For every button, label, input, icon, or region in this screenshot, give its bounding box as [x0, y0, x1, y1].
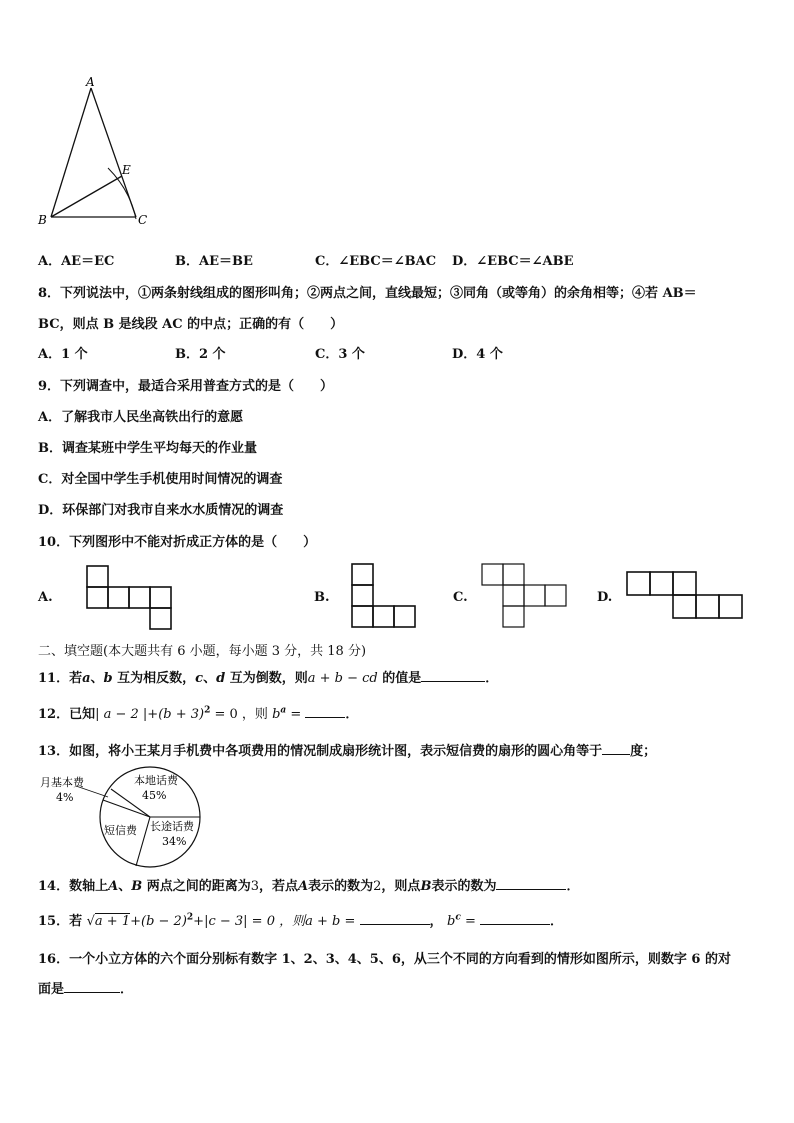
q15-sep: ，	[429, 914, 448, 929]
q12-base-exp: a	[280, 705, 287, 716]
q11-mid1: 互为相反数，	[112, 671, 196, 686]
q11-mid2: 互为倒数，则	[225, 671, 308, 686]
q12-end: ．	[345, 707, 359, 722]
q16-line1: 16．一个小立方体的六个面分别标有数字 1、2、3、4、5、6，从三个不同的方向看到的情形如图所示，则数字 6 的对	[38, 952, 731, 967]
q12-eq: = 0 ，则	[210, 707, 273, 722]
q11-sep2: 、	[203, 671, 217, 686]
q15-pre: 15．若	[38, 914, 87, 929]
q14-num-2: 2	[373, 879, 382, 894]
q11-var-d: d	[216, 671, 226, 686]
q11-expr: a + b − cd	[307, 671, 378, 686]
cube-net-a	[85, 564, 175, 634]
q11-var-b: b	[103, 671, 113, 686]
pie-label-monthly: 月基本费	[40, 776, 84, 789]
q15-exp: 2	[186, 912, 194, 923]
q15: 15．若 $√a + 1+(b - 2)^2+|c - 3| = 0$ ，则a + b = ， $b^c$ = ．	[38, 912, 564, 929]
vertex-c-label: C	[138, 213, 148, 227]
q15-base-exp: c	[455, 912, 461, 923]
q8-option-b: B．2 个	[175, 347, 226, 362]
q11-post: 的值是	[377, 671, 422, 686]
q9-stem: 9．下列调查中，最适合采用普查方式的是（ ）	[38, 379, 334, 394]
q10-stem: 10．下列图形中不能对折成正方体的是（ ）	[38, 535, 317, 550]
q12-pre: 12．已知	[38, 707, 96, 722]
q8-stem-line2: BC，则点 B 是线段 AC 的中点；正确的有（ ）	[38, 317, 344, 332]
q9-option-d: D．环保部门对我市自来水水质情况的调查	[38, 503, 284, 518]
pie-label-sms: 短信费	[104, 824, 137, 837]
q13-end: 度；	[630, 744, 657, 759]
q8-option-a: A．1 个	[38, 347, 88, 362]
q16-end: ．	[120, 982, 134, 997]
q15-sqrt-content: a + 1	[94, 914, 131, 929]
q12-base: b	[272, 707, 281, 722]
cube-net-d	[625, 570, 747, 622]
q15-answer-blank-2[interactable]	[480, 912, 550, 925]
q14-mid4: ，则点	[381, 879, 421, 894]
q12-answer-blank[interactable]	[305, 705, 345, 718]
q9-option-a: A．了解我市人民坐高铁出行的意愿	[38, 410, 244, 425]
q13-stem: 13．如图，将小王某月手机费中各项费用的情况制成扇形统计图，表示短信费的扇形的圆心角等于	[38, 744, 603, 759]
q7-option-c: C．∠EBC＝∠BAC	[315, 254, 437, 269]
q16-line2	[38, 978, 133, 997]
section-2-heading: 二、填空题(本大题共有 6 小题，每小题 3 分，共 18 分)	[38, 644, 367, 659]
q12-eq2: =	[286, 707, 306, 722]
pie-label-long: 长途话费	[150, 820, 194, 833]
q11-answer-blank[interactable]	[421, 669, 485, 682]
q14-mid3: 表示的数为	[308, 879, 374, 894]
pie-label-monthly-pct: 4%	[56, 791, 74, 804]
q7-option-d: D．∠EBC＝∠ABE	[452, 254, 574, 269]
q14-sep: 、	[118, 879, 132, 894]
q11-end: ．	[485, 671, 499, 686]
q14-point-b2: B	[420, 879, 432, 894]
q11-sep1: 、	[90, 671, 104, 686]
q12-expr: | a − 2 |+(b + 3)	[95, 707, 205, 722]
q8-stem-line1: 8．下列说法中，①两条射线组成的图形叫角；②两点之间，直线最短；③同角（或等角）的余角相等；④若 AB＝	[38, 286, 697, 301]
q9-option-b: B．调查某班中学生平均每天的作业量	[38, 441, 257, 456]
q10-label-a: A.	[38, 590, 53, 605]
q14-mid2: ，若点	[259, 879, 299, 894]
q12-exp: 2	[204, 705, 211, 716]
q11-pre: 11．若	[38, 671, 83, 686]
q14-end: ．	[566, 879, 580, 894]
q14-mid5: 表示的数为	[431, 879, 497, 894]
q14-point-a: A	[108, 879, 119, 894]
q13-answer-blank[interactable]	[602, 742, 630, 755]
pie-label-local-pct: 45%	[142, 789, 167, 802]
q14-num-3: 3	[250, 879, 260, 894]
q14-pre: 14．数轴上	[38, 879, 109, 894]
q8-option-d: D．4 个	[452, 347, 503, 362]
q15-eq2: =	[460, 914, 481, 929]
q16-line2-text: 面是	[38, 982, 65, 997]
pie-label-long-pct: 34%	[162, 835, 187, 848]
q10-label-b: B.	[314, 590, 330, 605]
pie-label-local: 本地话费	[134, 774, 178, 787]
q15-expr: a + b	[305, 914, 341, 929]
vertex-a-label: A	[86, 75, 95, 89]
q9-option-c: C．对全国中学生手机使用时间情况的调查	[38, 472, 283, 487]
pie-chart-figure	[36, 764, 206, 874]
q15-rest2: +|c − 3| = 0 ，则	[193, 914, 306, 929]
q11	[38, 667, 498, 686]
q12	[38, 703, 358, 722]
q14	[38, 875, 579, 894]
q14-mid: 两点之间的距离为	[142, 879, 251, 894]
vertex-e-label: E	[122, 163, 131, 177]
triangle-figure	[30, 72, 160, 232]
q16-answer-blank[interactable]	[64, 980, 120, 993]
q15-answer-blank-1[interactable]	[360, 912, 430, 925]
q11-var-a: a	[82, 671, 91, 686]
q13	[38, 740, 656, 759]
q7-option-a: A．AE＝EC	[38, 254, 115, 269]
q10-label-c: C.	[453, 590, 468, 605]
q14-point-a2: A	[298, 879, 309, 894]
cube-net-c	[480, 562, 570, 632]
q14-point-b: B	[131, 879, 143, 894]
q11-var-c: c	[195, 671, 204, 686]
q15-base: b	[447, 914, 456, 929]
vertex-b-label: B	[38, 213, 47, 227]
q8-option-c: C．3 个	[315, 347, 365, 362]
q15-end: ．	[550, 914, 564, 929]
q15-eq: =	[340, 914, 360, 929]
cube-net-b	[350, 562, 420, 632]
q7-option-b: B．AE＝BE	[175, 254, 253, 269]
q10-label-d: D.	[597, 590, 613, 605]
q14-answer-blank[interactable]	[496, 877, 566, 890]
q15-rest: +(b − 2)	[130, 914, 187, 929]
